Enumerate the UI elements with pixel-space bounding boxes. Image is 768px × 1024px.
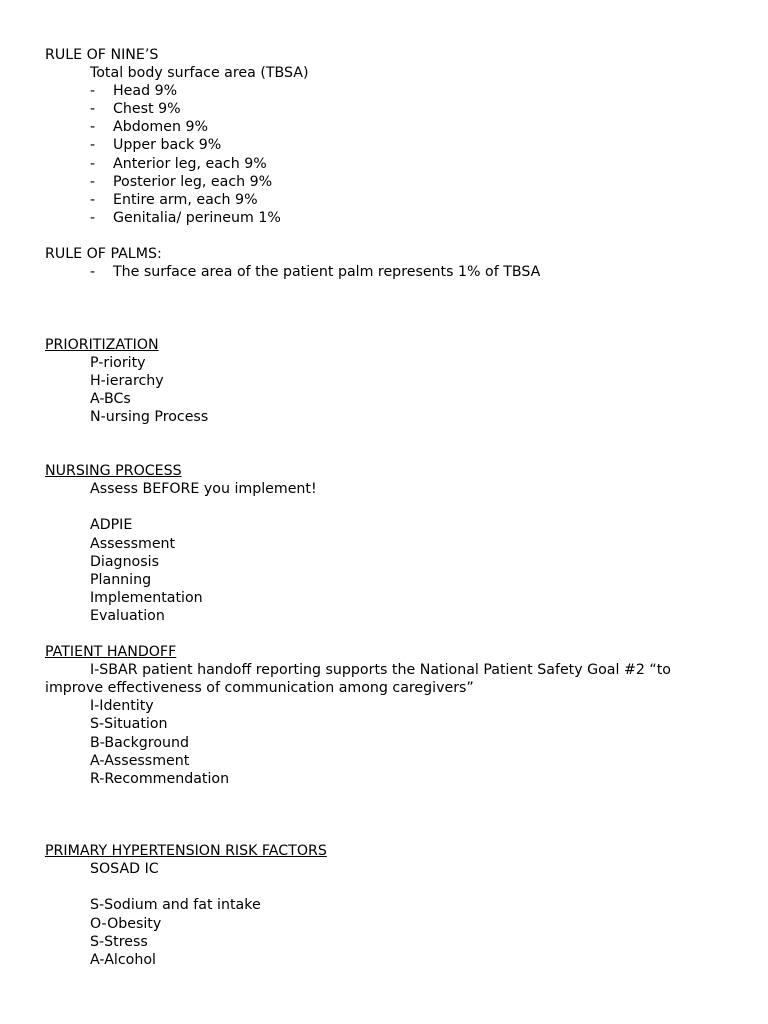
list-item: A-Alcohol — [90, 951, 156, 968]
list-item: O-Obesity — [90, 915, 162, 932]
hypertension-acronym: SOSAD IC — [90, 861, 159, 878]
section-heading-rule-of-nines: RULE OF NINE’S — [45, 47, 159, 63]
list-item: P-riority — [90, 354, 146, 371]
list-item: - Entire arm, each 9% — [90, 191, 258, 208]
list-item: I-Identity — [90, 698, 154, 715]
spacer — [45, 281, 725, 335]
rule-of-nines-list — [45, 82, 725, 227]
list-item: Diagnosis — [90, 553, 159, 570]
section-heading-rule-of-palms: RULE OF PALMS: — [45, 246, 162, 263]
section-heading-patient-handoff: PATIENT HANDOFF — [45, 644, 177, 661]
list-item: B-Background — [90, 734, 189, 751]
section-heading-nursing-process: NURSING PROCESS — [45, 463, 182, 480]
list-item: - Chest 9% — [90, 101, 181, 118]
list-item: Implementation — [90, 589, 203, 606]
list-item: S-Sodium and fat intake — [90, 897, 261, 914]
section-heading-prioritization: PRIORITIZATION — [45, 336, 159, 353]
list-item: - Upper back 9% — [90, 137, 222, 154]
list-item: H-ierarchy — [90, 372, 164, 389]
spacer — [45, 878, 725, 896]
nursing-process-note: Assess BEFORE you implement! — [90, 481, 317, 498]
list-item: A-Assessment — [90, 752, 190, 769]
list-item: R-Recommendation — [90, 770, 230, 787]
list-item: A-BCs — [90, 390, 131, 407]
nursing-process-acronym: ADPIE — [90, 517, 133, 534]
document-page — [45, 46, 725, 969]
list-item: - Abdomen 9% — [90, 119, 208, 136]
list-item: Evaluation — [90, 607, 165, 624]
list-item: - Genitalia/ perineum 1% — [90, 209, 281, 226]
section-heading-hypertension: PRIMARY HYPERTENSION RISK FACTORS — [45, 843, 327, 860]
spacer — [45, 426, 725, 462]
list-item: N-ursing Process — [90, 408, 209, 425]
list-item: S-Situation — [90, 716, 168, 733]
spacer — [45, 625, 725, 643]
list-item: Planning — [90, 571, 152, 588]
list-item: S-Stress — [90, 933, 148, 950]
list-item: - The surface area of the patient palm represents 1% of TBSA — [90, 264, 541, 281]
spacer — [45, 498, 725, 516]
tbsa-subheading: Total body surface area (TBSA) — [90, 65, 309, 82]
spacer — [45, 227, 725, 245]
spacer — [45, 788, 725, 842]
list-item: - Head 9% — [90, 83, 178, 100]
list-item: - Posterior leg, each 9% — [90, 173, 273, 190]
patient-handoff-paragraph: I-SBAR patient handoff reporting supports the National Patient Safety Goal #2 “to improve effectiveness of communication among caregivers” — [45, 662, 671, 697]
list-item: - Anterior leg, each 9% — [90, 155, 267, 172]
list-item: Assessment — [90, 535, 176, 552]
